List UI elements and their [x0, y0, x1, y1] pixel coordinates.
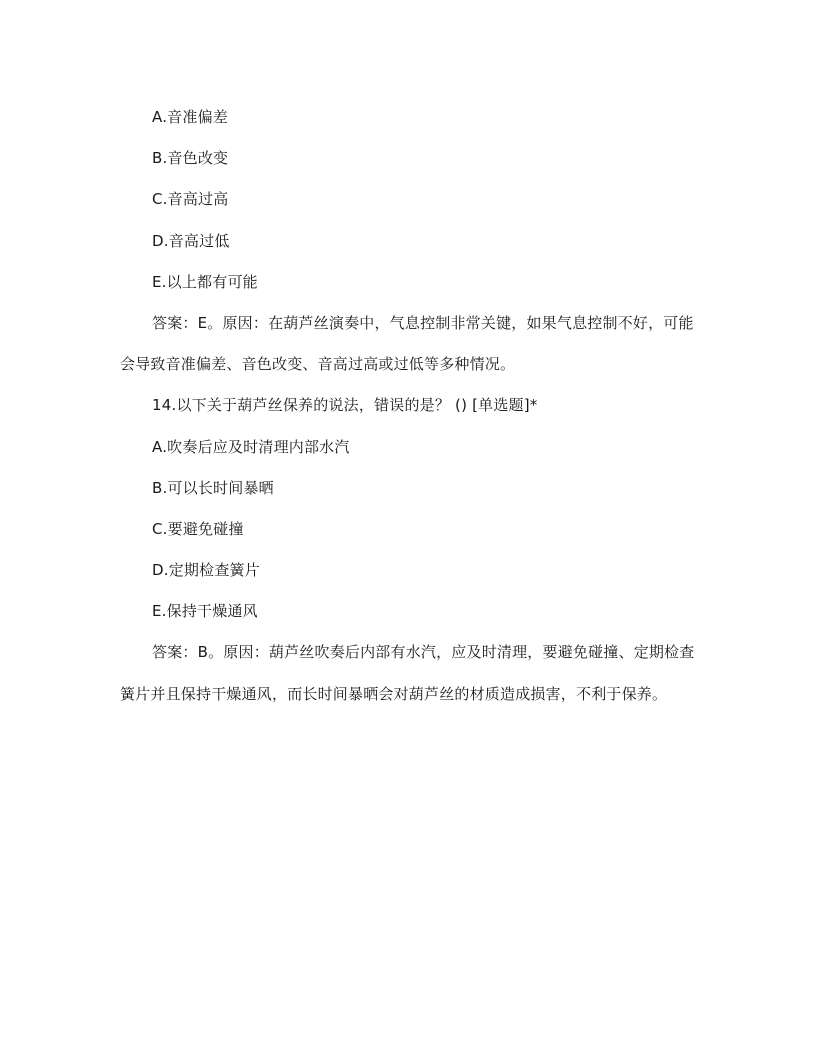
q14-option-a: A.吹奏后应及时清理内部水汽: [152, 437, 350, 456]
q13-answer: 答案：E。原因：在葫芦丝演奏中，气息控制非常关键，如果气息控制不好，可能会导致音准偏差、音色改变、音高过高或过低等多种情况。: [120, 313, 694, 374]
document-body: [120, 97, 700, 715]
q13-option-e: E.以上都有可能: [152, 272, 258, 291]
q14-option-e: E.保持干燥通风: [152, 602, 258, 621]
q14-option-d: D.定期检查簧片: [152, 561, 260, 580]
q13-option-d: D.音高过低: [152, 231, 230, 250]
q14-answer: 答案：B。原因：葫芦丝吹奏后内部有水汽，应及时清理，要避免碰撞、定期检查簧片并且保持干燥通风，而长时间暴晒会对葫芦丝的材质造成损害，不利于保养。: [120, 643, 695, 703]
q13-option-c: C.音高过高: [152, 190, 229, 209]
q14-question: 14.以下关于葫芦丝保养的说法，错误的是？ () [单选题]*: [152, 396, 538, 415]
q14-option-b: B.可以长时间暴晒: [152, 478, 274, 497]
q13-option-b: B.音色改变: [152, 149, 229, 168]
q14-option-c: C.要避免碰撞: [152, 519, 244, 538]
q13-option-a: A.音准偏差: [152, 108, 228, 126]
